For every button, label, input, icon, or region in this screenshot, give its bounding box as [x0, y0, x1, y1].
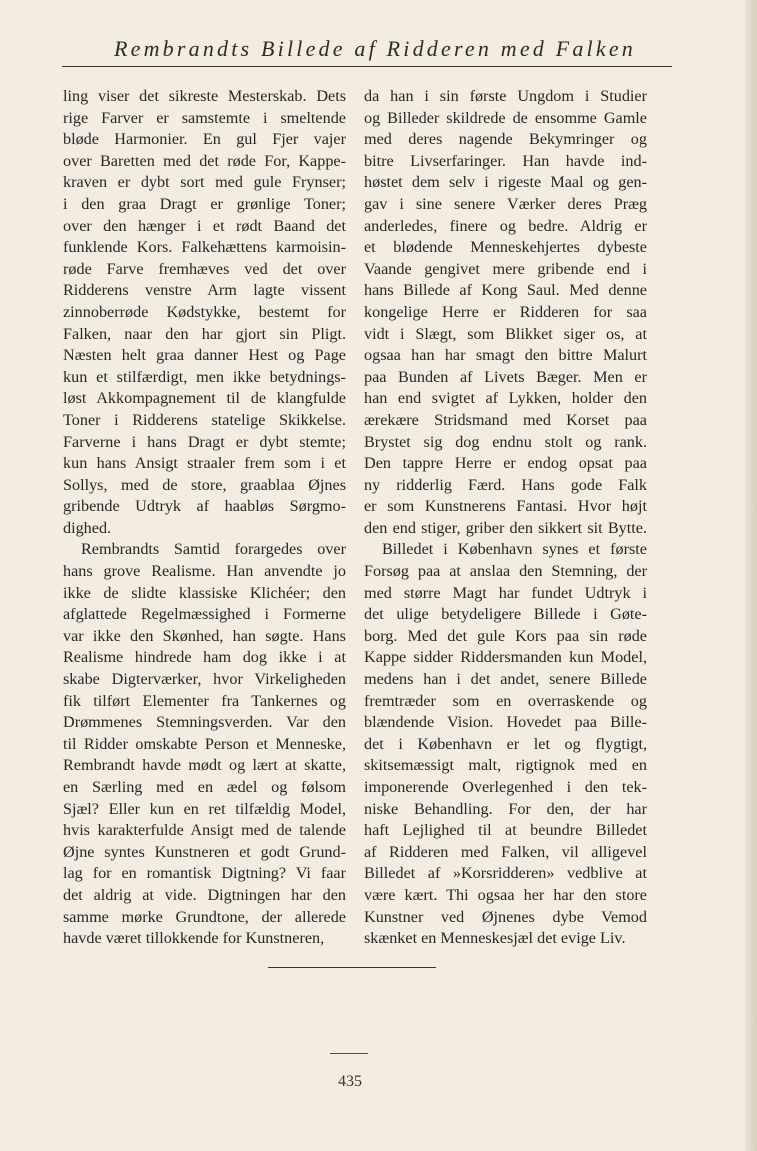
- text-line: det aldrig at vide. Digtningen har den: [63, 885, 346, 904]
- text-line: paa Bunden af Livets Bæger. Men er: [364, 367, 647, 386]
- text-line: kongelige Herre er Ridderen for saa: [364, 302, 647, 321]
- text-line: skænket en Menneskesjæl det evige Liv.: [364, 929, 626, 948]
- text-line: og Billeder skildrede de ensomme Gamle: [364, 108, 647, 127]
- text-line: bløde Harmonier. En gul Fjer vajer: [63, 130, 346, 149]
- text-line: det ulige betydeligere Billede i Gøte-: [364, 605, 647, 624]
- right-column: [364, 86, 647, 950]
- text-line: Rembrandt havde mødt og lært at skatte,: [63, 756, 346, 775]
- text-line: fik tilført Elementer fra Tankernes og: [63, 691, 346, 710]
- text-line: havde været tillokkende for Kunstneren,: [63, 929, 325, 948]
- text-line: ikke de slidte klassiske Klichéer; den: [63, 583, 346, 602]
- text-line: Næsten helt graa danner Hest og Page: [63, 346, 346, 365]
- text-line: afglattede Regelmæssighed i Formerne: [63, 605, 346, 624]
- text-line: samme mørke Grundtone, der allerede: [63, 907, 346, 926]
- text-line: zinnoberrøde Kødstykke, bestemt for: [63, 302, 346, 321]
- text-line: niske Behandling. For den, der har: [364, 799, 647, 818]
- text-line: høstet dem selv i rigeste Maal og gen-: [364, 173, 647, 192]
- text-line: dighed.: [63, 518, 112, 537]
- text-line: være kært. Thi ogsaa her har den store: [364, 885, 647, 904]
- text-line: bitre Livserfaringer. Han havde ind-: [364, 151, 647, 170]
- text-line: var ikke den Skønhed, han søgte. Hans: [63, 626, 346, 645]
- text-line: Sjæl? Eller kun en ret tilfældig Model,: [63, 799, 346, 818]
- text-line: Billedet i København synes et første: [382, 540, 647, 559]
- text-line: i den graa Dragt er grønlige Toner;: [63, 194, 346, 213]
- text-line: skabe Digterværker, hvor Virkeligheden: [63, 670, 346, 689]
- text-line: af Ridderen med Falken, vil alligevel: [364, 842, 647, 861]
- text-line: borg. Med det gule Kors paa sin røde: [364, 626, 647, 645]
- text-line: han end svigtet af Lykken, holder den: [364, 389, 647, 408]
- text-line: gav i sine senere Værker deres Præg: [364, 194, 647, 213]
- text-line: Realisme hindrede ham dog ikke i at: [63, 648, 346, 667]
- text-line: Kappe sidder Riddersmanden kun Model,: [364, 648, 647, 667]
- text-line: kun hans Ansigt straaler frem som i et: [63, 454, 346, 473]
- page-edge: [745, 0, 757, 1151]
- text-line: vidt i Slægt, som Blikket siger os, at: [364, 324, 647, 343]
- text-line: Den tappre Herre er endog opsat paa: [364, 454, 647, 473]
- header-rule: [62, 66, 672, 67]
- text-line: Sollys, med de store, graablaa Øjnes: [63, 475, 346, 494]
- text-line: over den hænger i et rødt Baand det: [63, 216, 346, 235]
- text-line: Ridderens venstre Arm lagte vissent: [63, 281, 346, 300]
- text-line: et blødende Menneskehjertes dybeste: [364, 238, 647, 257]
- text-line: Drømmenes Stemningsverden. Var den: [63, 713, 346, 732]
- left-column: [63, 86, 346, 950]
- text-line: Øjne syntes Kunstneren et godt Grund-: [63, 842, 346, 861]
- text-line: haft Lejlighed til at beundre Billedet: [364, 821, 647, 840]
- text-line: rige Farver er samstemte i smeltende: [63, 108, 346, 127]
- text-line: ærekære Stridsmand med Korset paa: [364, 410, 647, 429]
- text-line: hans grove Realisme. Han anvendte jo: [63, 562, 346, 581]
- text-line: er som Kunstnerens Fantasi. Hvor højt: [364, 497, 647, 516]
- text-line: fremtræder som en overraskende og: [364, 691, 647, 710]
- text-line: ny ridderlig Færd. Hans gode Falk: [364, 475, 647, 494]
- text-line: ling viser det sikreste Mesterskab. Dets: [63, 87, 346, 105]
- text-line: Toner i Ridderens statelige Skikkelse.: [63, 410, 346, 429]
- running-header: Rembrandts Billede af Ridderen med Falken: [113, 36, 636, 61]
- text-line: Kunstner ved Øjnenes dybe Vemod: [364, 907, 647, 926]
- text-line: over Baretten med det røde For, Kappe-: [63, 151, 346, 170]
- text-line: med større Magt har fundet Udtryk i: [364, 583, 647, 602]
- page-number: 435: [338, 1073, 362, 1090]
- text-line: skitsemæssigt malt, rigtignok med en: [364, 756, 647, 775]
- folio-rule: [330, 1053, 368, 1054]
- text-line: en Særling med en ædel og følsom: [63, 778, 346, 796]
- text-line: hans Billede af Kong Saul. Med denne: [364, 281, 647, 300]
- text-line: Vaande gengivet mere gribende end i: [364, 259, 647, 278]
- text-line: det i København er let og flygtigt,: [364, 734, 647, 753]
- text-line: da han i sin første Ungdom i Studier: [364, 87, 647, 105]
- text-line: Falken, naar den har gjort sin Pligt.: [63, 324, 346, 343]
- text-line: Farverne i hans Dragt er dybt stemte;: [63, 432, 346, 451]
- end-rule: [268, 967, 436, 968]
- text-line: hvis karakterfulde Ansigt med de talende: [63, 821, 346, 840]
- text-line: til Ridder omskabte Person et Menneske,: [63, 734, 346, 753]
- text-line: med deres nagende Bekymringer og: [364, 130, 647, 149]
- text-line: kraven er dybt sort med gule Frynser;: [63, 173, 346, 192]
- text-line: lag for en romantisk Digtning? Vi faar: [63, 864, 346, 883]
- text-line: Forsøg paa at anslaa den Stemning, der: [364, 562, 647, 581]
- text-line: gribende Udtryk af haabløs Sørgmo-: [63, 497, 346, 516]
- text-line: anderledes, finere og bedre. Aldrig er: [364, 216, 647, 235]
- text-line: imponerende Overlegenhed i den tek-: [364, 778, 647, 796]
- text-line: ogsaa han har smagt den bittre Malurt: [364, 346, 647, 365]
- text-line: Billedet af »Korsridderen» vedblive at: [364, 864, 647, 883]
- text-line: den end stiger, griber den sikkert sit Bytte.: [364, 518, 647, 537]
- text-line: røde Farve fremhæves ved det over: [63, 259, 346, 278]
- text-line: løst Akkompagnement til de klangfulde: [63, 389, 346, 408]
- text-line: funklende Kors. Falkehættens karmoisin-: [63, 238, 346, 257]
- text-line: kun et stilfærdigt, men ikke betydnings-: [63, 367, 346, 386]
- text-line: Rembrandts Samtid forargedes over: [81, 540, 346, 559]
- text-line: blændende Vision. Hovedet paa Bille-: [364, 713, 647, 732]
- text-line: Brystet sig dog endnu stolt og rank.: [364, 432, 647, 451]
- text-line: medens han i det andet, senere Billede: [364, 670, 647, 689]
